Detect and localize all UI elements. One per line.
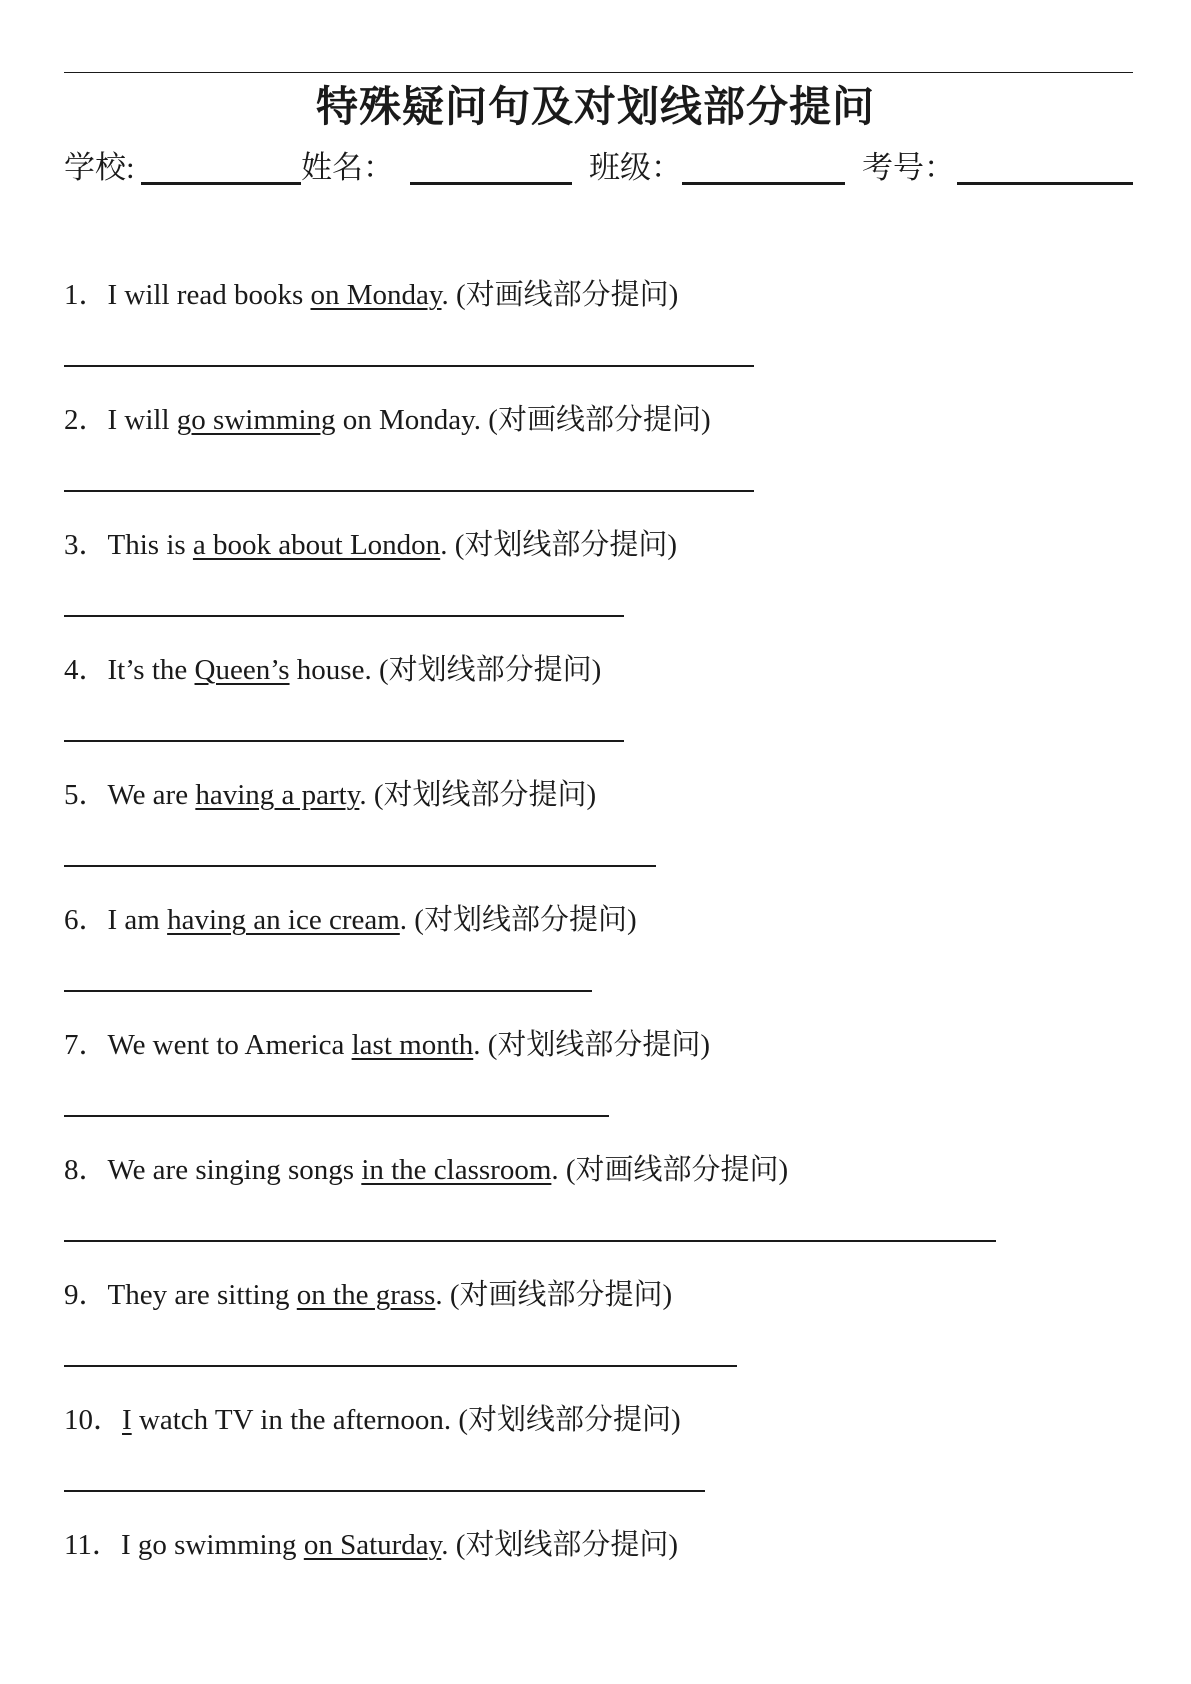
question-text: It’s the xyxy=(107,654,195,686)
answer-line-10[interactable] xyxy=(64,1490,705,1492)
question-text: I will xyxy=(107,404,177,436)
underlined-part: I xyxy=(122,1404,132,1436)
question-number: 8． xyxy=(64,1154,108,1186)
question-1 xyxy=(64,275,678,315)
underlined-part: on Monday xyxy=(310,279,442,311)
answer-line-8[interactable] xyxy=(64,1240,996,1242)
question-instruction: . (对划线部分提问) xyxy=(440,529,678,561)
underlined-part: having an ice cream xyxy=(167,904,400,936)
answer-line-4[interactable] xyxy=(64,740,624,742)
student-info-row xyxy=(64,148,1133,188)
question-7 xyxy=(64,1025,710,1065)
question-instruction: watch TV in the afternoon. (对划线部分提问) xyxy=(131,1404,681,1436)
name-label: 姓名： xyxy=(301,150,394,185)
question-9 xyxy=(64,1275,672,1315)
question-number: 10． xyxy=(64,1404,123,1436)
underlined-part: Queen’s xyxy=(194,654,290,686)
question-text: I go swimming xyxy=(120,1529,304,1561)
question-2 xyxy=(64,400,711,440)
question-instruction: . (对划线部分提问) xyxy=(359,779,597,811)
answer-line-7[interactable] xyxy=(64,1115,609,1117)
school-label: 学校: xyxy=(64,150,135,185)
question-8 xyxy=(64,1150,788,1190)
answer-line-6[interactable] xyxy=(64,990,592,992)
question-4 xyxy=(64,650,601,690)
exam-number-label: 考号： xyxy=(862,150,955,185)
question-text: They are sitting xyxy=(107,1279,297,1311)
class-field[interactable] xyxy=(682,182,845,185)
top-rule xyxy=(64,72,1133,73)
question-number: 1． xyxy=(64,279,108,311)
question-instruction: . (对划线部分提问) xyxy=(441,1529,679,1561)
underlined-part: in the classroom xyxy=(361,1154,552,1186)
question-instruction: house. (对划线部分提问) xyxy=(289,654,602,686)
answer-line-9[interactable] xyxy=(64,1365,737,1367)
answer-line-3[interactable] xyxy=(64,615,624,617)
question-number: 4． xyxy=(64,654,108,686)
question-number: 3． xyxy=(64,529,108,561)
question-text: We are xyxy=(107,779,196,811)
name-field[interactable] xyxy=(410,182,572,185)
answer-line-5[interactable] xyxy=(64,865,656,867)
class-label: 班级： xyxy=(589,150,682,185)
question-11 xyxy=(64,1525,678,1565)
question-number: 9． xyxy=(64,1279,108,1311)
question-instruction: on Monday. (对画线部分提问) xyxy=(335,404,711,436)
question-number: 2． xyxy=(64,404,108,436)
underlined-part: a book about London xyxy=(192,529,441,561)
question-instruction: . (对划线部分提问) xyxy=(473,1029,711,1061)
question-text: I will read books xyxy=(107,279,311,311)
exam-number-field[interactable] xyxy=(957,182,1133,185)
question-text: I am xyxy=(107,904,168,936)
question-number: 5． xyxy=(64,779,108,811)
question-instruction: . (对画线部分提问) xyxy=(551,1154,789,1186)
answer-line-2[interactable] xyxy=(64,490,754,492)
question-number: 6． xyxy=(64,904,108,936)
underlined-part: on the grass xyxy=(296,1279,436,1311)
question-3 xyxy=(64,525,677,565)
question-5 xyxy=(64,775,596,815)
page-title: 特殊疑问句及对划线部分提问 xyxy=(315,82,875,131)
question-text: We went to America xyxy=(107,1029,352,1061)
underlined-part: on Saturday xyxy=(303,1529,442,1561)
underlined-part: having a party xyxy=(195,779,360,811)
underlined-part: last month xyxy=(351,1029,474,1061)
question-number: 7． xyxy=(64,1029,108,1061)
underlined-part: go swimming xyxy=(176,404,336,436)
school-field[interactable] xyxy=(141,182,301,185)
question-text: We are singing songs xyxy=(107,1154,362,1186)
question-text: This is xyxy=(107,529,193,561)
question-6 xyxy=(64,900,637,940)
question-instruction: . (对画线部分提问) xyxy=(441,279,679,311)
question-instruction: . (对画线部分提问) xyxy=(435,1279,673,1311)
question-instruction: . (对划线部分提问) xyxy=(399,904,637,936)
answer-line-1[interactable] xyxy=(64,365,754,367)
question-10 xyxy=(64,1400,681,1440)
question-number: 11． xyxy=(64,1529,121,1561)
